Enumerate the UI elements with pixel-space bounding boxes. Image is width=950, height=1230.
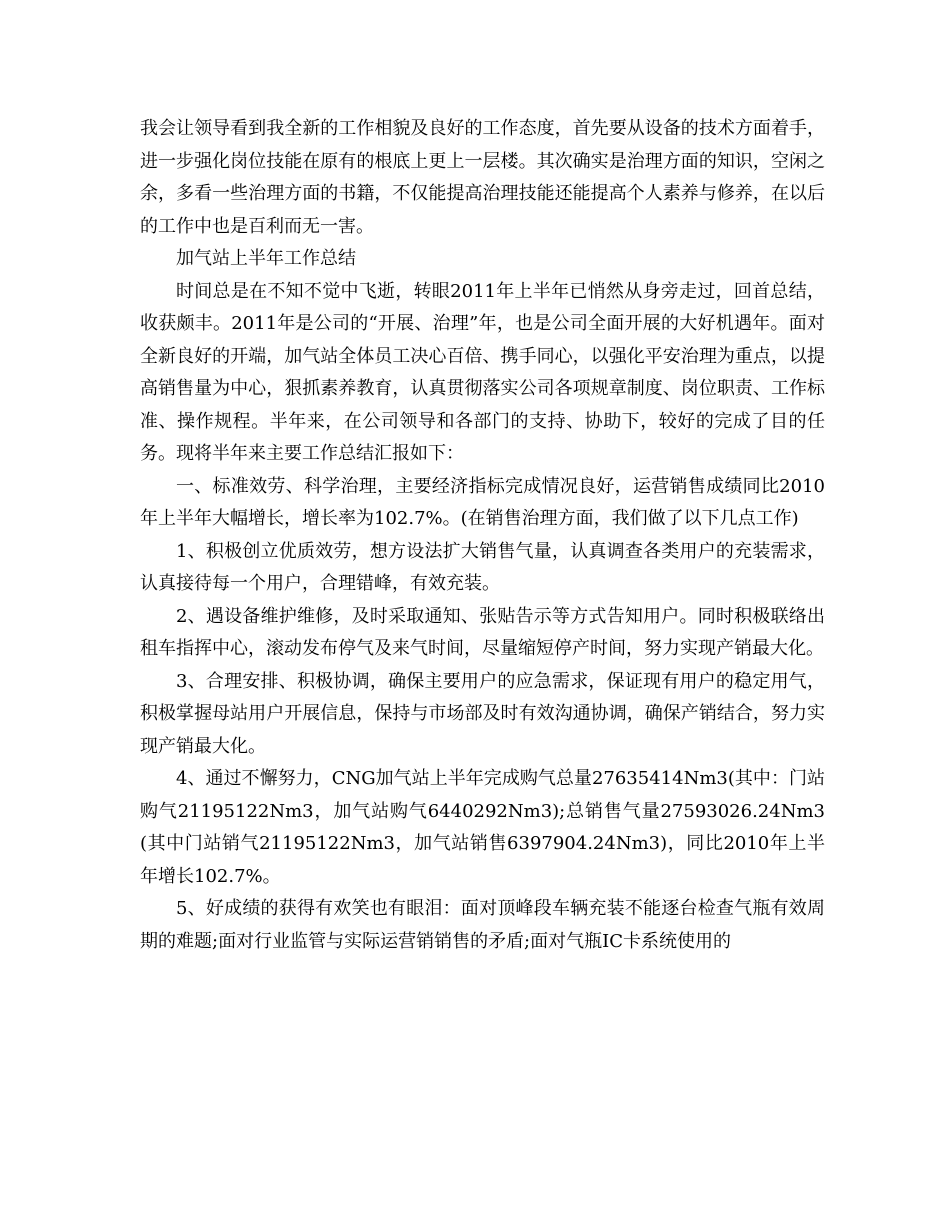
list-item-1: 1、积极创立优质效劳，想方设法扩大销售气量，认真调查各类用户的充装需求，认真接待每一个用户，合理错峰，有效充装。: [140, 540, 825, 594]
list-item-3: 3、合理安排、积极协调，确保主要用户的应急需求，保证现有用户的稳定用气，积极掌握母站用户开展信息，保持与市场部及时有效沟通协调，确保产销结合，努力实现产销最大化。: [140, 670, 825, 757]
paragraph-intro: 时间总是在不知不觉中飞逝，转眼2011年上半年已悄然从身旁走过，回首总结，收获颇丰。2011年是公司的“开展、治理”年，也是公司全面开展的大好机遇年。面对全新良好的开端，加气站全体员工决心百倍、携手同心，以强化平安治理为重点，以提高销售量为中心，狠抓素养教育，认真贯彻落实公司各项规章制度、岗位职责、工作标准、操作规程。半年来，在公司领导和各部门的支持、协助下，较好的完成了目的任务。现将半年来主要工作总结汇报如下：: [140, 280, 825, 464]
section-title: 加气站上半年工作总结: [176, 248, 356, 269]
list-item-4: 4、通过不懈努力，CNG加气站上半年完成购气总量27635414Nm3(其中：门站购气21195122Nm3，加气站购气6440292Nm3);总销售气量27593026.24Nm3(其中门站销气21195122Nm3，加气站销售6397904.24Nm3)，同比2010年上半年增长102.7%。: [140, 768, 825, 887]
list-item-5: 5、好成绩的获得有欢笑也有眼泪：面对顶峰段车辆充装不能逐台检查气瓶有效周期的难题;面对行业监管与实际运营销销售的矛盾;面对气瓶IC卡系统使用的: [140, 898, 825, 952]
paragraph-section-one: 一、标准效劳、科学治理，主要经济指标完成情况良好，运营销售成绩同比2010年上半年大幅增长，增长率为102.7%。(在销售治理方面，我们做了以下几点工作): [140, 475, 825, 529]
paragraph-1: 我会让领导看到我全新的工作相貌及良好的工作态度，首先要从设备的技术方面着手，进一步强化岗位技能在原有的根底上更上一层楼。其次确实是治理方面的知识，空闲之余，多看一些治理方面的书籍，不仅能提高治理技能还能提高个人素养与修养，在以后的工作中也是百利而无一害。: [140, 118, 825, 237]
list-item-2: 2、遇设备维护维修，及时采取通知、张贴告示等方式告知用户。同时积极联络出租车指挥中心，滚动发布停气及来气时间，尽量缩短停产时间，努力实现产销最大化。: [140, 605, 825, 659]
document-body: [140, 113, 825, 958]
